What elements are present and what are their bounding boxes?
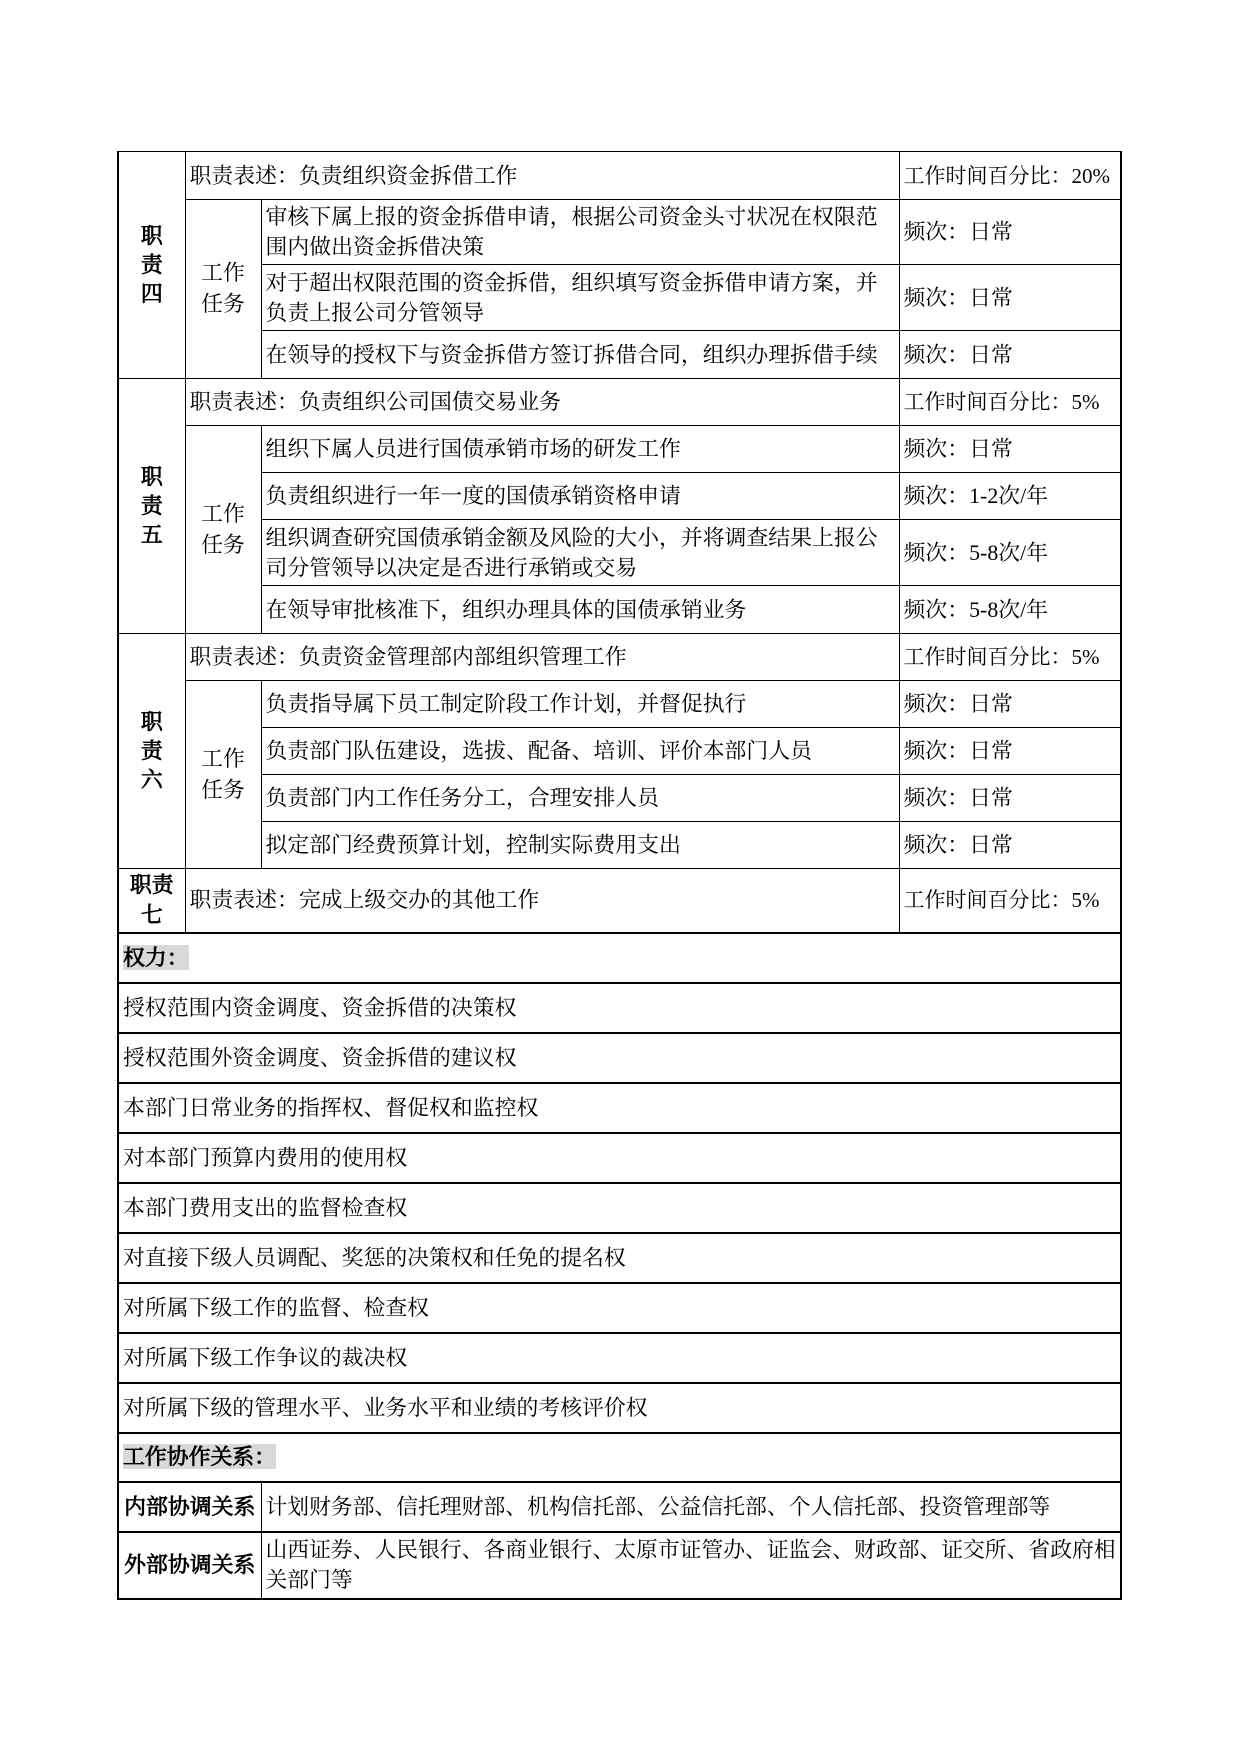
task-label-cell: [185, 426, 261, 634]
task-label-cell: [185, 200, 261, 379]
duty-description: 负责组织公司国债交易业务: [298, 390, 562, 414]
task-frequency-cell: [899, 728, 1121, 775]
power-item: 对所属下级工作的监督、检查权: [118, 1283, 1121, 1333]
frequency-label: 频次：: [903, 342, 970, 367]
duty-label: 职责六: [140, 709, 163, 792]
internal-relations-value: 计划财务部、信托理财部、机构信托部、公益信托部、个人信托部、投资管理部等: [261, 1482, 1121, 1532]
frequency-value: 日常: [969, 739, 1013, 763]
duty-description-label: 职责表述：: [189, 163, 299, 188]
power-row: [118, 1333, 1121, 1383]
time-percent-label: 工作时间百分比：: [903, 390, 1072, 414]
duty-description-label: 职责表述：: [189, 390, 299, 414]
power-row: [118, 1233, 1121, 1283]
task-row: [118, 728, 1121, 775]
powers-header-cell: [118, 933, 1121, 983]
task-row: [118, 775, 1121, 822]
task-frequency-cell: [899, 200, 1121, 265]
frequency-value: 日常: [969, 285, 1013, 310]
power-item: 对所属下级的管理水平、业务水平和业绩的考核评价权: [118, 1383, 1121, 1433]
task-frequency-cell: [899, 586, 1121, 634]
duty-label-cell: [118, 379, 185, 634]
task-row: [118, 822, 1121, 869]
duty-label-cell: [118, 634, 185, 869]
time-percent-value: 5%: [1071, 645, 1100, 669]
task-label: 工作任务: [201, 746, 245, 802]
time-percent-label: 工作时间百分比：: [903, 163, 1072, 188]
power-row: [118, 1133, 1121, 1183]
frequency-value: 日常: [969, 342, 1013, 367]
duty-description-cell: [185, 634, 899, 681]
task-frequency-cell: [899, 473, 1121, 520]
task-text: 负责部门内工作任务分工，合理安排人员: [261, 775, 899, 822]
task-frequency-cell: [899, 265, 1121, 331]
relations-title: 工作协作关系：: [123, 1444, 277, 1469]
task-text: 拟定部门经费预算计划，控制实际费用支出: [261, 822, 899, 869]
power-item: 本部门费用支出的监督检查权: [118, 1183, 1121, 1233]
task-row: [118, 331, 1121, 379]
external-relations-value: 山西证券、人民银行、各商业银行、太原市证管办、证监会、财政部、证交所、省政府相关部门等: [261, 1532, 1121, 1599]
time-percent-value: 20%: [1071, 163, 1111, 188]
time-percent-label: 工作时间百分比：: [903, 888, 1072, 913]
task-text: 对于超出权限范围的资金拆借，组织填写资金拆借申请方案，并负责上报公司分管领导: [261, 265, 899, 331]
frequency-label: 频次：: [903, 220, 970, 244]
duty-description: 完成上级交办的其他工作: [298, 888, 540, 913]
relations-header-row: [118, 1433, 1121, 1482]
frequency-label: 频次：: [903, 739, 970, 763]
frequency-label: 频次：: [903, 692, 970, 716]
duty-description-row: [118, 379, 1121, 426]
power-item: 对直接下级人员调配、奖惩的决策权和任免的提名权: [118, 1233, 1121, 1283]
power-item: 授权范围外资金调度、资金拆借的建议权: [118, 1033, 1121, 1083]
time-percent-value: 5%: [1071, 888, 1100, 913]
internal-relations-label: 内部协调关系: [118, 1482, 261, 1532]
task-row: [118, 681, 1121, 728]
frequency-value: 日常: [969, 220, 1013, 244]
frequency-label: 频次：: [903, 540, 970, 565]
task-label: 工作任务: [201, 261, 245, 316]
power-row: [118, 1283, 1121, 1333]
duty-description-row: [118, 869, 1121, 933]
duty-description: 负责组织资金拆借工作: [298, 163, 518, 188]
powers-header-row: [118, 933, 1121, 983]
duty-description-label: 职责表述：: [189, 645, 299, 669]
time-percent-cell: [899, 152, 1121, 200]
relations-header-cell: [118, 1433, 1121, 1482]
frequency-label: 频次：: [903, 597, 970, 622]
duty-label: 职责四: [140, 223, 163, 306]
frequency-label: 频次：: [903, 285, 970, 310]
duty-label: 职责七: [129, 872, 174, 928]
power-row: [118, 1383, 1121, 1433]
frequency-label: 频次：: [903, 437, 970, 461]
duty-description: 负责资金管理部内部组织管理工作: [298, 645, 627, 669]
frequency-label: 频次：: [903, 786, 970, 810]
duty-description-cell: [185, 379, 899, 426]
frequency-value: 5-8次/年: [969, 540, 1049, 565]
task-text: 在领导的授权下与资金拆借方签订拆借合同，组织办理拆借手续: [261, 331, 899, 379]
task-label: 工作任务: [201, 501, 245, 557]
power-row: [118, 983, 1121, 1033]
duty-description-row: [118, 634, 1121, 681]
time-percent-value: 5%: [1071, 390, 1100, 414]
task-text: 负责部门队伍建设，选拔、配备、培训、评价本部门人员: [261, 728, 899, 775]
duty-label-cell: [118, 869, 185, 933]
frequency-value: 5-8次/年: [969, 597, 1049, 622]
powers-title: 权力：: [123, 944, 189, 970]
power-item: 对所属下级工作争议的裁决权: [118, 1333, 1121, 1383]
task-frequency-cell: [899, 681, 1121, 728]
time-percent-label: 工作时间百分比：: [903, 645, 1072, 669]
duty-label: 职责五: [140, 464, 163, 547]
task-row: [118, 473, 1121, 520]
time-percent-cell: [899, 869, 1121, 933]
frequency-value: 日常: [969, 692, 1013, 716]
time-percent-cell: [899, 634, 1121, 681]
power-row: [118, 1033, 1121, 1083]
power-item: 对本部门预算内费用的使用权: [118, 1133, 1121, 1183]
frequency-label: 频次：: [903, 833, 970, 857]
task-row: [118, 586, 1121, 634]
task-frequency-cell: [899, 426, 1121, 473]
frequency-label: 频次：: [903, 484, 970, 508]
task-row: [118, 520, 1121, 586]
power-row: [118, 1183, 1121, 1233]
job-description-table: [117, 151, 1122, 1600]
duty-description-cell: [185, 152, 899, 200]
power-row: [118, 1083, 1121, 1133]
time-percent-cell: [899, 379, 1121, 426]
task-frequency-cell: [899, 822, 1121, 869]
task-frequency-cell: [899, 520, 1121, 586]
task-frequency-cell: [899, 331, 1121, 379]
power-item: 授权范围内资金调度、资金拆借的决策权: [118, 983, 1121, 1033]
task-text: 负责指导属下员工制定阶段工作计划，并督促执行: [261, 681, 899, 728]
task-text: 在领导审批核准下，组织办理具体的国债承销业务: [261, 586, 899, 634]
duty-description-cell: [185, 869, 899, 933]
frequency-value: 日常: [969, 833, 1013, 857]
task-text: 组织调查研究国债承销金额及风险的大小，并将调查结果上报公司分管领导以决定是否进行承销或交易: [261, 520, 899, 586]
task-text: 审核下属上报的资金拆借申请，根据公司资金头寸状况在权限范围内做出资金拆借决策: [261, 200, 899, 265]
external-relations-row: [118, 1532, 1121, 1599]
task-row: [118, 265, 1121, 331]
frequency-value: 1-2次/年: [969, 484, 1049, 508]
duty-description-label: 职责表述：: [189, 888, 299, 913]
frequency-value: 日常: [969, 437, 1013, 461]
duty-label-cell: [118, 152, 185, 379]
task-frequency-cell: [899, 775, 1121, 822]
external-relations-label: 外部协调关系: [118, 1532, 261, 1599]
task-text: 组织下属人员进行国债承销市场的研发工作: [261, 426, 899, 473]
task-row: [118, 426, 1121, 473]
task-row: [118, 200, 1121, 265]
power-item: 本部门日常业务的指挥权、督促权和监控权: [118, 1083, 1121, 1133]
internal-relations-row: [118, 1482, 1121, 1532]
duty-description-row: [118, 152, 1121, 200]
task-text: 负责组织进行一年一度的国债承销资格申请: [261, 473, 899, 520]
frequency-value: 日常: [969, 786, 1013, 810]
task-label-cell: [185, 681, 261, 869]
